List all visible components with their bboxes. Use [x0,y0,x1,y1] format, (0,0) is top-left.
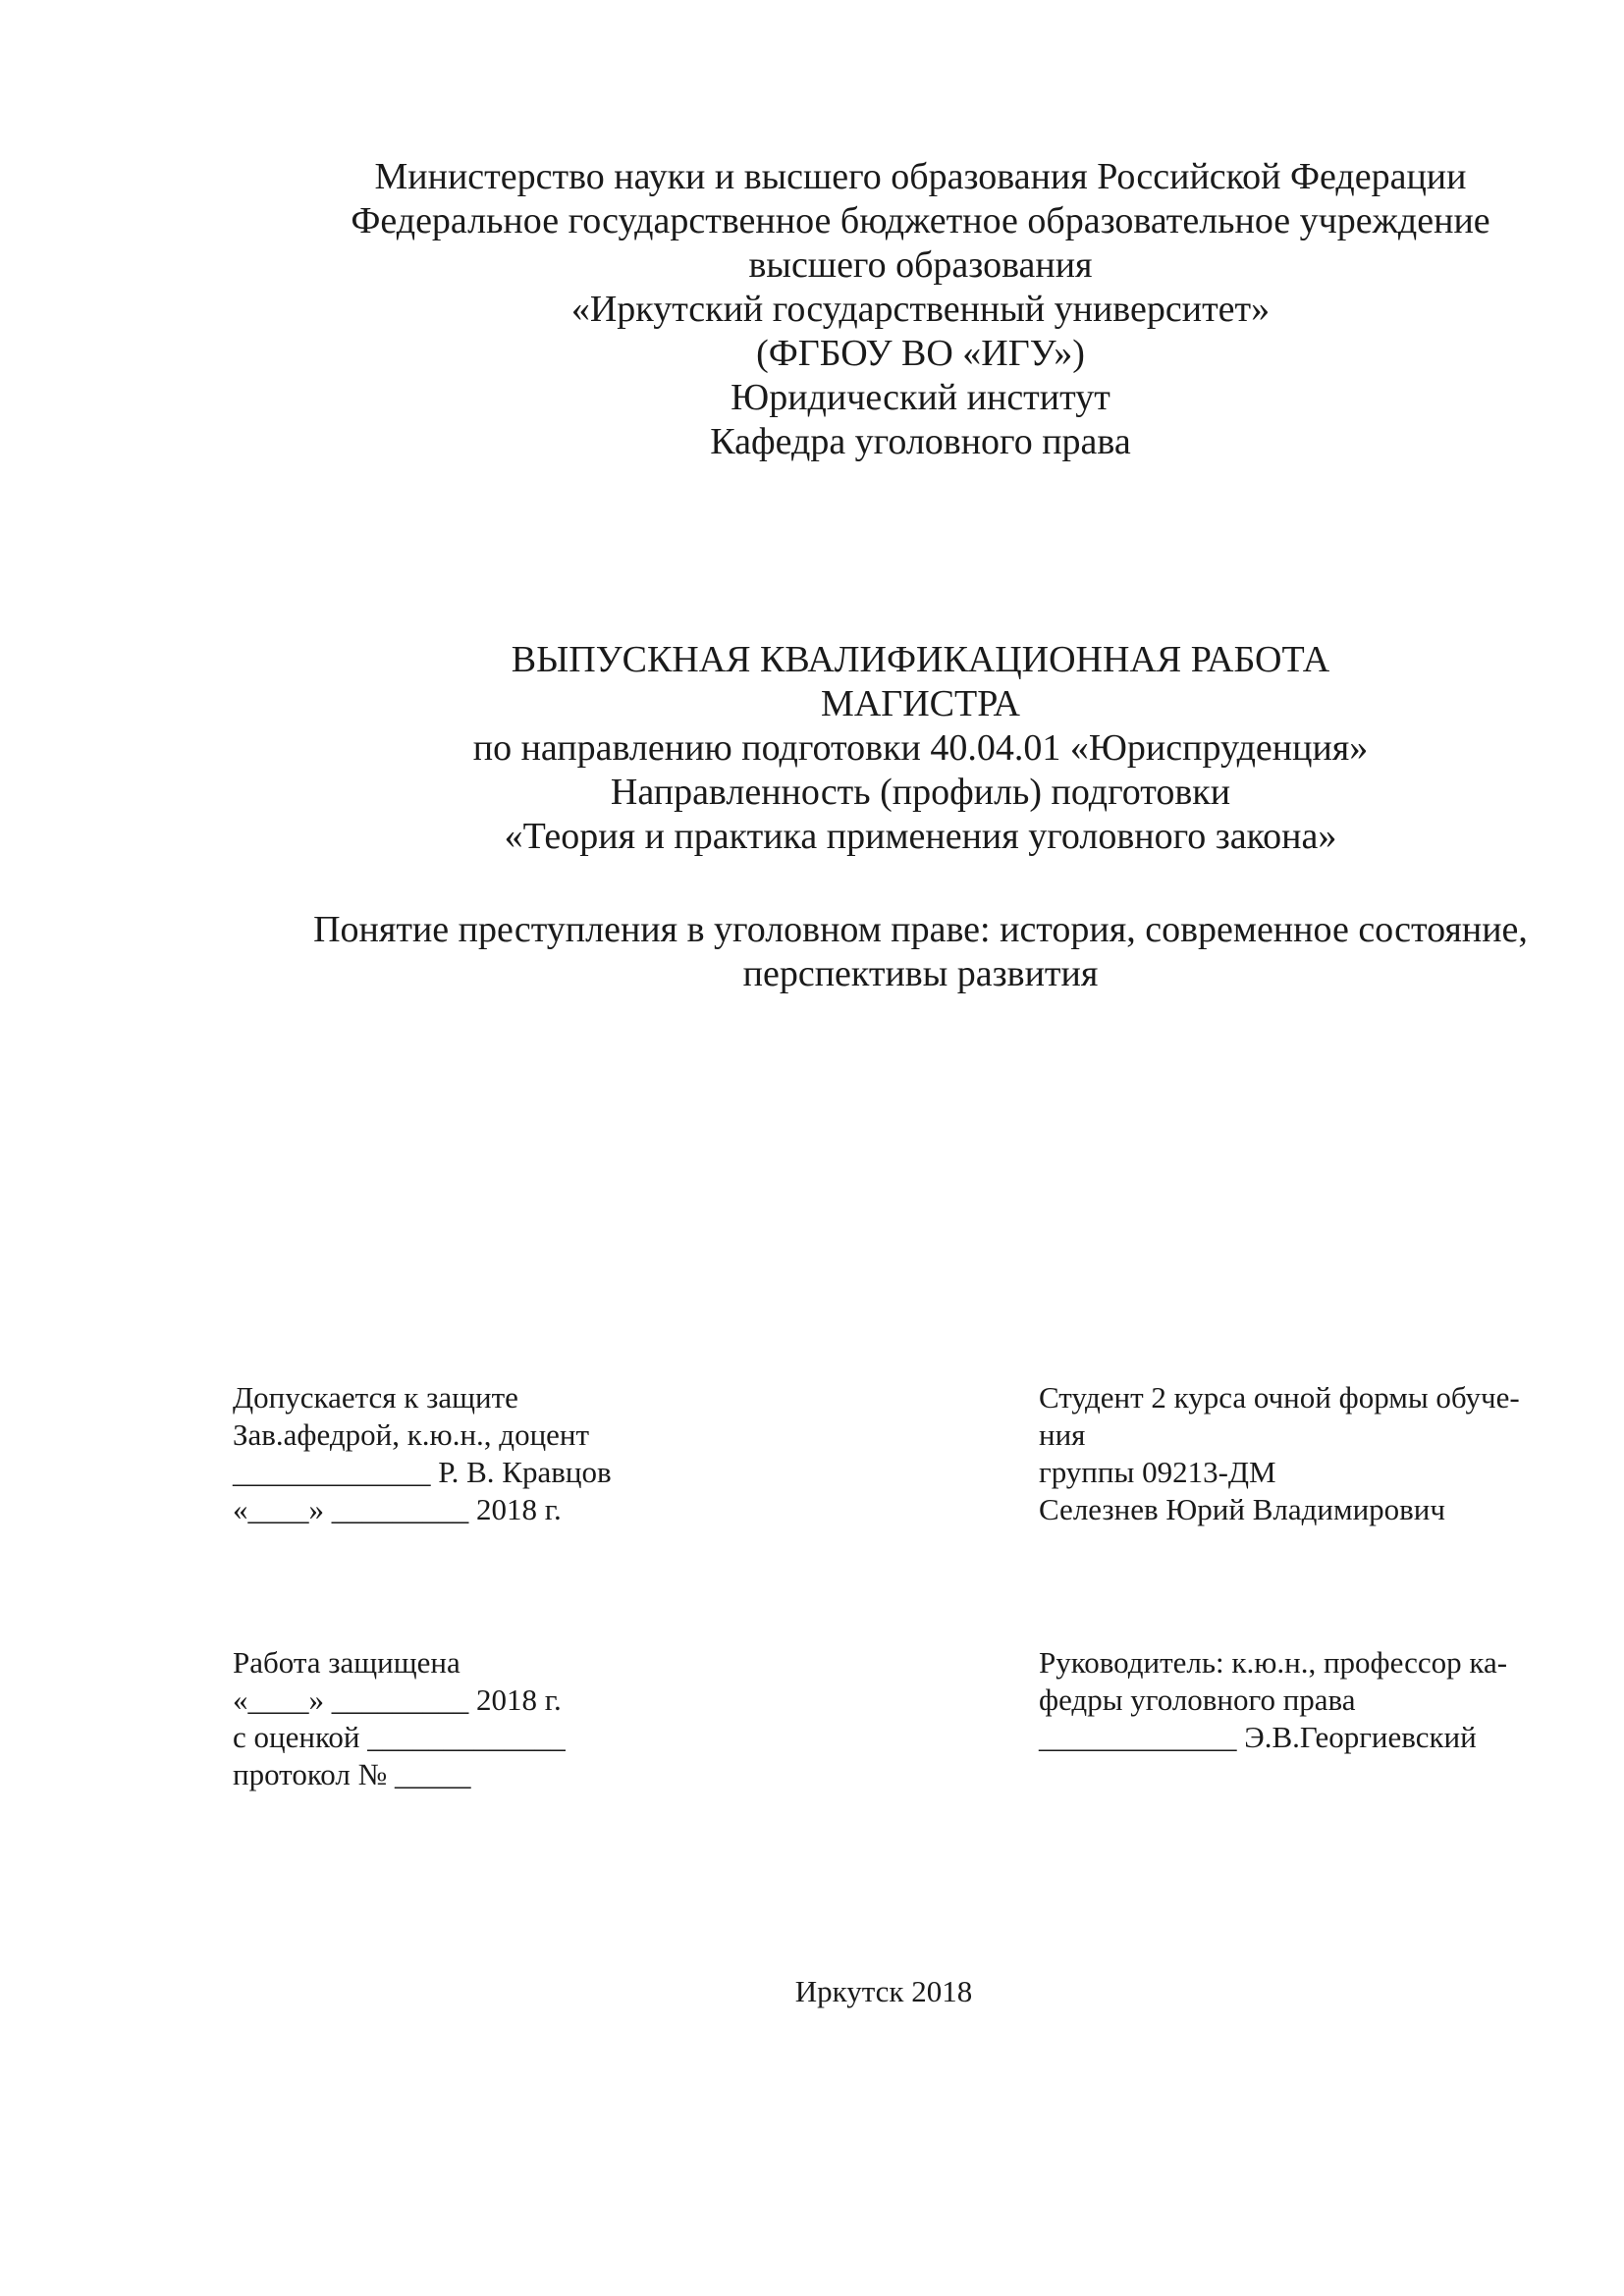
profile-heading-line: Направленность (профиль) подготовки [610,772,1231,813]
supervisor-line-1: Руководитель: к.ю.н., профессор ка- [1039,1645,1508,1680]
institution-type-line: Федеральное государственное бюджетное образовательное учреждение [351,200,1490,241]
defense-date-line: «____» _________ 2018 г. [233,1682,562,1717]
student-group-line: группы 09213-ДМ [1039,1455,1276,1489]
defense-line-1: Работа защищена [233,1645,460,1680]
defense-grade-line: с оценкой _____________ [233,1720,566,1754]
degree-line: МАГИСТРА [821,683,1020,724]
admission-date-line: «____» _________ 2018 г. [233,1492,562,1526]
student-line-1: Студент 2 курса очной формы обуче- [1039,1380,1520,1415]
university-name-line: «Иркутский государственный университет» [570,289,1271,330]
admission-signature-line: _____________ Р. В. Кравцов [233,1455,612,1489]
work-type-line: ВЫПУСКНАЯ КВАЛИФИКАЦИОННАЯ РАБОТА [511,639,1330,680]
institute-line: Юридический институт [731,377,1110,418]
topic-line-2: перспективы развития [742,953,1099,994]
topic-line-1: Понятие преступления в уголовном праве: история, современное состояние, [313,909,1528,950]
city-year: Иркутск 2018 [794,1974,973,2008]
department-line: Кафедра уголовного права [710,421,1131,462]
university-abbr-line: (ФГБОУ ВО «ИГУ») [756,333,1085,374]
admission-line-2: Зав.афедрой, к.ю.н., доцент [233,1417,590,1452]
direction-line: по направлению подготовки 40.04.01 «Юриспруденция» [472,727,1369,769]
student-line-2: ния [1039,1417,1086,1452]
supervisor-signature-line: _____________ Э.В.Георгиевский [1039,1720,1477,1754]
student-name-line: Селезнев Юрий Владимирович [1039,1492,1445,1526]
profile-name-line: «Теория и практика применения уголовного закона» [504,816,1337,857]
education-level-line: высшего образования [748,244,1093,286]
admission-line-1: Допускается к защите [233,1380,518,1415]
defense-protocol-line: протокол № _____ [233,1757,471,1791]
supervisor-line-2: федры уголовного права [1039,1682,1356,1717]
ministry-line: Министерство науки и высшего образования Российской Федерации [374,156,1467,197]
